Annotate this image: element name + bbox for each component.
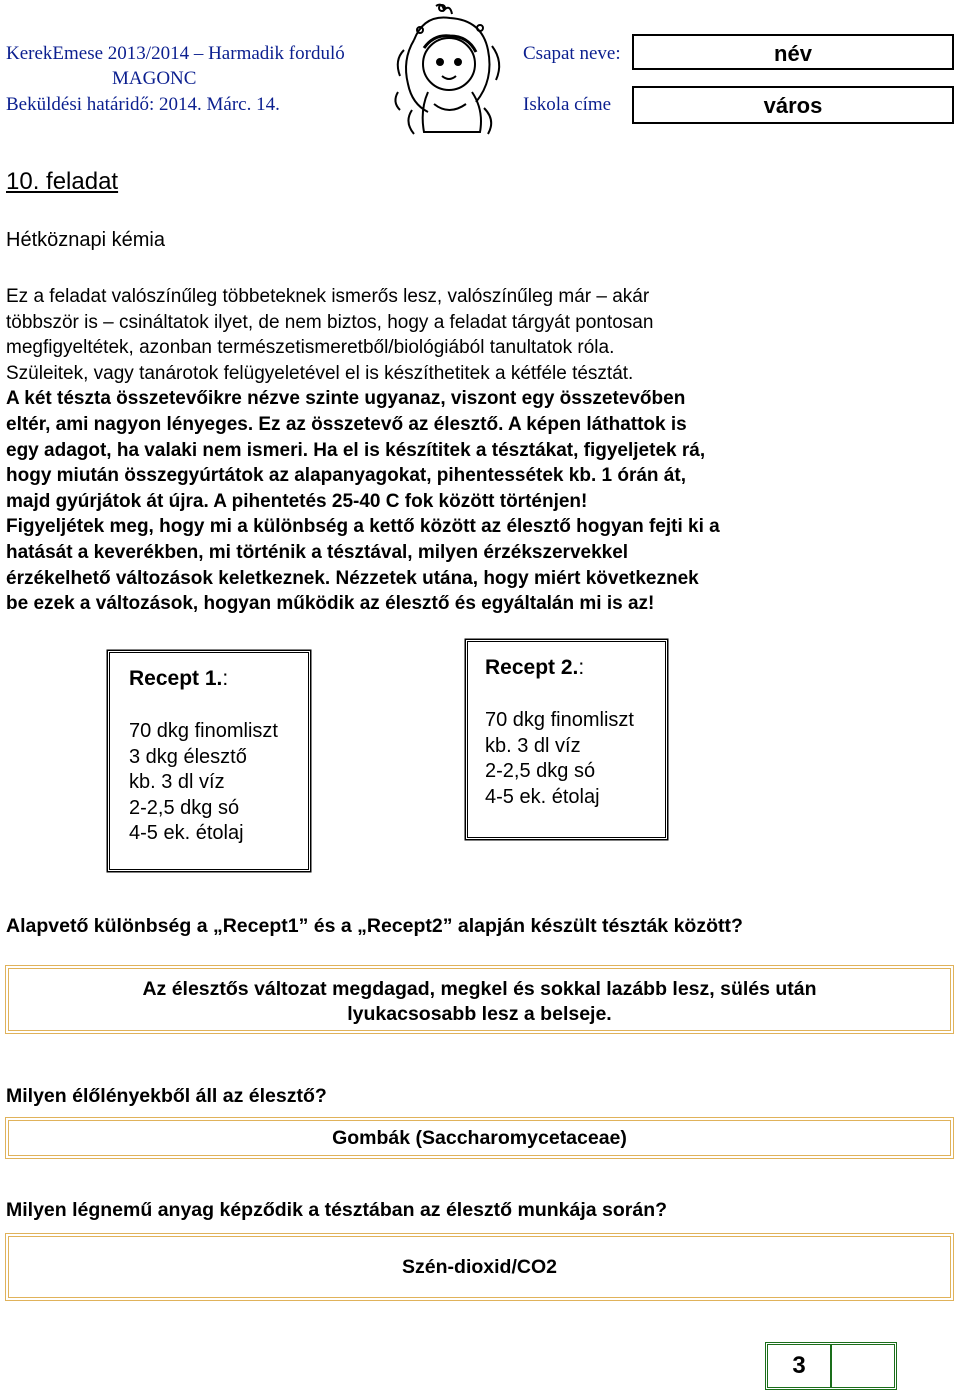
description-line: többször is – csináltatok ilyet, de nem biztos, hogy a feladat tárgyát pontosan [6,311,654,333]
score-points: 3 [792,1352,806,1379]
description-line: hogy miután összegyúrtátok az alapanyagokat, pihentessétek kb. 1 órán át, [6,465,686,487]
answer-1-line: lyukacsosabb lesz a belseje. [347,1003,612,1025]
recipe-2-ingredients [485,708,634,810]
ingredient: 70 dkg finomliszt [129,720,278,742]
ingredient: kb. 3 dl víz [485,734,581,757]
ingredient: kb. 3 dl víz [129,771,225,793]
score-box [765,1342,897,1390]
question-1: Alapvető különbség a „Recept1” és a „Recept2” alapján készült tészták között? [6,915,743,937]
team-name: MAGONC [112,68,197,89]
ingredient: 4-5 ek. étolaj [485,785,600,808]
ingredient: 2-2,5 dkg só [485,760,596,782]
ingredient: 3 dkg élesztő [129,745,247,768]
description-line: majd gyúrjátok át újra. A pihentetés 25-40 C fok között történjen! [6,490,588,512]
description-line: megfigyeltétek, azonban természetismeretből/biológiából tanultatok róla. [6,337,615,359]
recipe-1-title: Recept 1.: [129,667,229,690]
ingredient: 2-2,5 dkg só [129,796,240,819]
answer-1-line: Az élesztős változat megdagad, megkel és sokkal lazább lesz, sülés után [142,978,817,1000]
submission-deadline: Beküldési határidő: 2014. Márc. 14. [6,94,280,115]
description-line: A két tészta összetevőikre nézve szinte ugyanaz, viszont egy összetevőben [6,388,686,410]
recipe-2-title: Recept 2.: [485,656,585,679]
recipe-1-box [107,650,311,872]
description-line: hatását a keverékben, mi történik a tésztával, milyen érzékszervekkel [6,541,629,563]
description-line: Szüleitek, vagy tanárotok felügyeletével el is készíthetitek a kétféle tésztát. [6,362,634,384]
answer-3-line: Szén-dioxid/CO2 [402,1256,557,1278]
answer-2-line: Gombák (Saccharomycetaceae) [332,1127,627,1149]
description-line: Ez a feladat valószínűleg többeteknek ismerős lesz, valószínűleg már – akár [6,286,650,307]
task-description [6,284,956,617]
description-line: érzékelhető változások keletkeznek. Nézzetek utána, hogy miért következnek [6,567,699,589]
recipe-1-ingredients [129,719,278,847]
header-competition-title: KerekEmese 2013/2014 – Harmadik forduló [6,43,345,64]
description-line: Figyeljétek meg, hogy mi a különbség a kettő között az élesztő hogyan fejti ki a [6,516,720,538]
school-address-label: Iskola címe [523,94,612,115]
answer-3-box [5,1233,954,1301]
task-title: 10. feladat [6,168,119,195]
girl-illustration-logo-icon [384,0,514,140]
task-subtitle: Hétköznapi kémia [6,229,165,251]
team-name-label: Csapat neve: [523,43,621,64]
question-3: Milyen légnemű anyag képződik a tésztában az élesztő munkája során? [6,1199,668,1221]
answer-1-box [5,965,954,1034]
ingredient: 70 dkg finomliszt [485,709,634,731]
recipe-2-box [465,639,668,840]
description-line: eltér, ami nagyon lényeges. Ez az összetevő az élesztő. A képen láthattok is [6,413,687,435]
team-name-box: név [632,34,954,70]
answer-2-box [5,1117,954,1159]
city-box: város [632,86,954,124]
description-line: egy adagot, ha valaki nem ismeri. Ha el is készítitek a tésztákat, figyeljetek rá, [6,439,706,461]
ingredient: 4-5 ek. étolaj [129,822,244,844]
score-blank-cell [830,1345,894,1387]
question-2: Milyen élőlényekből áll az élesztő? [6,1085,327,1107]
description-line: be ezek a változások, hogyan működik az élesztő és egyáltalán mi is az! [6,593,655,615]
